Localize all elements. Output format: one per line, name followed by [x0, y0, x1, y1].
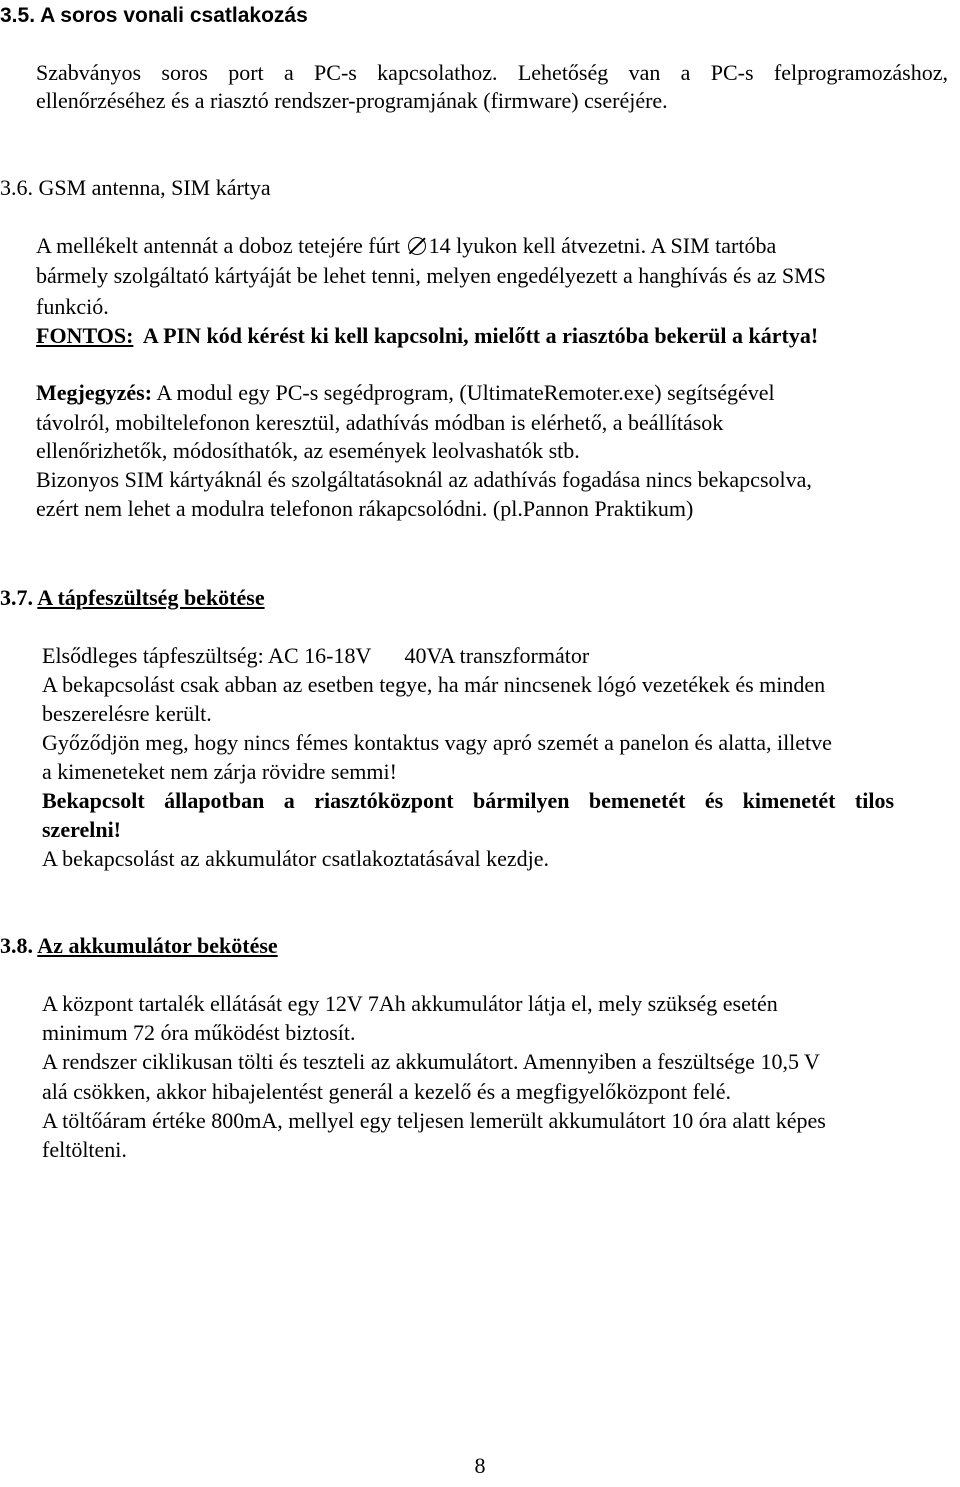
- megjegyzes-label: Megjegyzés:: [36, 380, 153, 405]
- s37-warning-line-1: Bekapcsolt állapotban a riasztóközpont bármilyen bemenetét és kimenetét tilos: [42, 788, 894, 813]
- section-3-8-title: [0, 933, 278, 959]
- s38-line-5: A töltőáram értéke 800mA, mellyel egy teljesen lemerült akkumulátort 10 óra alatt képes: [42, 1108, 826, 1133]
- s36-line-2: bármely szolgáltató kártyáját be lehet tenni, melyen engedélyezett a hanghívás és az SMS: [36, 263, 826, 288]
- fontos-text: A PIN kód kérést ki kell kapcsolni, mielőtt a riasztóba bekerül a kártya!: [142, 323, 819, 348]
- section-3-8-number: 3.8.: [0, 933, 33, 958]
- s37-line-3: beszerelésre került.: [42, 701, 212, 726]
- diameter-icon: [408, 237, 426, 255]
- s37-line-1-a: Elsődleges tápfeszültség: AC 16-18V: [42, 643, 371, 668]
- s36-megjegyzes-line: [36, 380, 775, 406]
- s35-paragraph-line-2: ellenőrzéséhez és a riasztó rendszer-programjának (firmware) cseréjére.: [36, 88, 668, 113]
- s37-warning-line-2: szerelni!: [42, 817, 122, 842]
- page-number: 8: [474, 1453, 486, 1478]
- s36-line-7: ellenőrizhetők, módosíthatók, az események leolvashatók stb.: [36, 438, 580, 463]
- megjegyzes-text: A modul egy PC-s segédprogram, (UltimateRemoter.exe) segítségével: [156, 380, 775, 405]
- s37-line-5: a kimeneteket nem zárja rövidre semmi!: [42, 759, 397, 784]
- s37-line-8: A bekapcsolást az akkumulátor csatlakoztatásával kezdje.: [42, 846, 550, 871]
- s38-line-6: feltölteni.: [42, 1137, 127, 1162]
- fontos-label: FONTOS:: [36, 323, 134, 348]
- s36-line-1-b: 14 lyukon kell átvezetni. A SIM tartóba: [428, 233, 777, 258]
- s35-paragraph-line-1: Szabványos soros port a PC-s kapcsolathoz. Lehetőség van a PC-s felprogramozáshoz,: [36, 60, 948, 85]
- section-3-5-title: 3.5. A soros vonali csatlakozás: [0, 4, 308, 27]
- section-3-7-number: 3.7.: [0, 585, 33, 610]
- s36-fontos-line: [36, 323, 818, 349]
- s38-line-1: A központ tartalék ellátását egy 12V 7Ah akkumulátor látja el, mely szükség esetén: [42, 991, 778, 1016]
- s36-line-9: ezért nem lehet a modulra telefonon rákapcsolódni. (pl.Pannon Praktikum): [36, 496, 694, 521]
- section-3-7-heading: A tápfeszültség bekötése: [37, 585, 265, 610]
- s37-line-1: [42, 643, 589, 669]
- s36-line-8: Bizonyos SIM kártyáknál és szolgáltatásoknál az adathívás fogadása nincs bekapcsolva,: [36, 467, 812, 492]
- section-3-6-title: 3.6. GSM antenna, SIM kártya: [0, 175, 271, 200]
- s36-line-1: [36, 233, 776, 259]
- s36-line-3: funkció.: [36, 294, 109, 319]
- s38-line-2: minimum 72 óra működést biztosít.: [42, 1020, 356, 1045]
- s36-line-1-a: A mellékelt antennát a doboz tetejére fúrt: [36, 233, 401, 258]
- s38-line-3: A rendszer ciklikusan tölti és teszteli az akkumulátort. Amennyiben a feszültsége 10,5 V: [42, 1049, 820, 1074]
- s38-line-4: alá csökken, akkor hibajelentést generál a kezelő és a megfigyelőközpont felé.: [42, 1079, 732, 1104]
- section-3-7-title: [0, 585, 265, 611]
- s36-line-6: távolról, mobiltelefonon keresztül, adathívás módban is elérhető, a beállítások: [36, 410, 724, 435]
- s37-line-1-b: 40VA transzformátor: [404, 643, 590, 668]
- s37-line-2: A bekapcsolást csak abban az esetben tegye, ha már nincsenek lógó vezetékek és minden: [42, 672, 826, 697]
- s37-line-4: Győződjön meg, hogy nincs fémes kontaktus vagy apró szemét a panelon és alatta, illetve: [42, 730, 832, 755]
- section-3-8-heading: Az akkumulátor bekötése: [37, 933, 278, 958]
